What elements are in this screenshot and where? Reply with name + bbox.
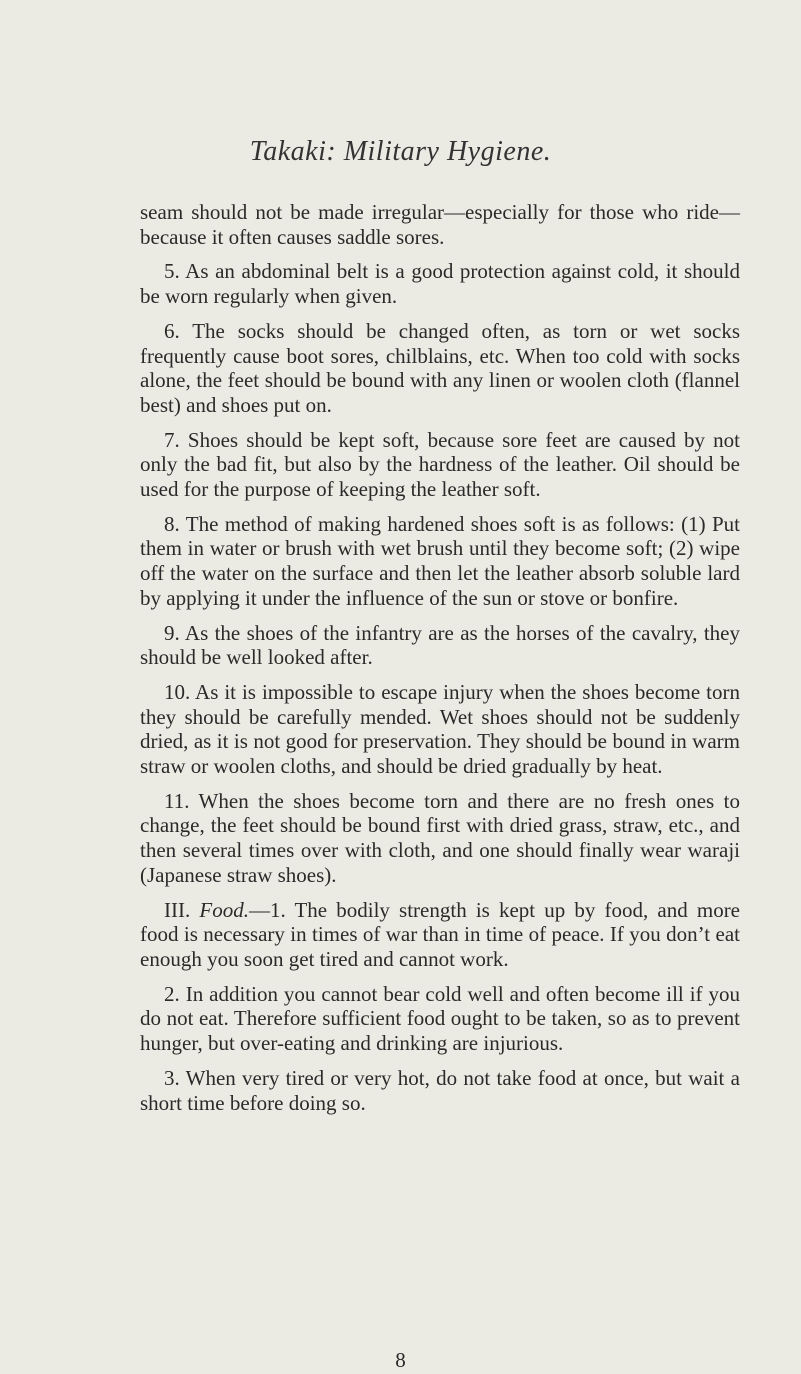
paragraph-food-3: 3. When very tired or very hot, do not take food at once, but wait a short time before doing so. [140, 1065, 740, 1115]
paragraph-6: 6. The socks should be changed often, as torn or wet socks frequently cause boot sores, chilblains, etc. When too cold with socks alone, the feet should be bound with any linen or woolen cloth (flannel best) and shoes put on. [140, 318, 740, 417]
running-head: Takaki: Military Hygiene. [249, 136, 552, 167]
paragraph-food-2: 2. In addition you cannot bear cold well and often become ill if you do not eat. Therefore sufficient food ought to be taken, so as to prevent hunger, but over-eating and drinking are injurious. [140, 981, 740, 1056]
section-numeral: III. [164, 897, 191, 922]
paragraph-9: 9. As the shoes of the infantry are as the horses of the cavalry, they should be well looked after. [140, 620, 740, 670]
section-food-text: —1. The bodily strength is kept up by food, and more food is necessary in times of war than in time of peace. If you don’t eat enough you soon get tired and cannot work. [140, 897, 741, 971]
paragraph-7: 7. Shoes should be kept soft, because sore feet are caused by not only the bad fit, but also by the hardness of the leather. Oil should be used for the purpose of keeping the leather soft. [140, 427, 740, 502]
paragraph-11: 11. When the shoes become torn and there are no fresh ones to change, the feet should be bound first with dried grass, straw, etc., and then several times over with cloth, and one should finally wear waraji (Japanese straw shoes). [140, 788, 740, 887]
paragraph-5: 5. As an abdominal belt is a good protection against cold, it should be worn regularly when given. [140, 259, 740, 309]
paragraph-10: 10. As it is impossible to escape injury when the shoes become torn they should be carefully mended. Wet shoes should not be suddenly dried, as it is not good for preservation. They should be bound in warm straw or woolen cloths, and should be dried gradually by heat. [140, 679, 740, 779]
body-text [140, 200, 740, 1125]
page-number: 8 [395, 1348, 406, 1372]
section-food [140, 898, 740, 972]
paragraph-continuation: seam should not be made irregular—especially for those who ride—because it often causes saddle sores. [140, 200, 740, 249]
paragraph-8: 8. The method of making hardened shoes soft is as follows: (1) Put them in water or brush with wet brush until they become soft; (2) wipe off the water on the surface and then let the leather absorb soluble lard by applying it under the influence of the sun or stove or bonfire. [140, 511, 740, 610]
section-heading: Food. [199, 897, 249, 922]
